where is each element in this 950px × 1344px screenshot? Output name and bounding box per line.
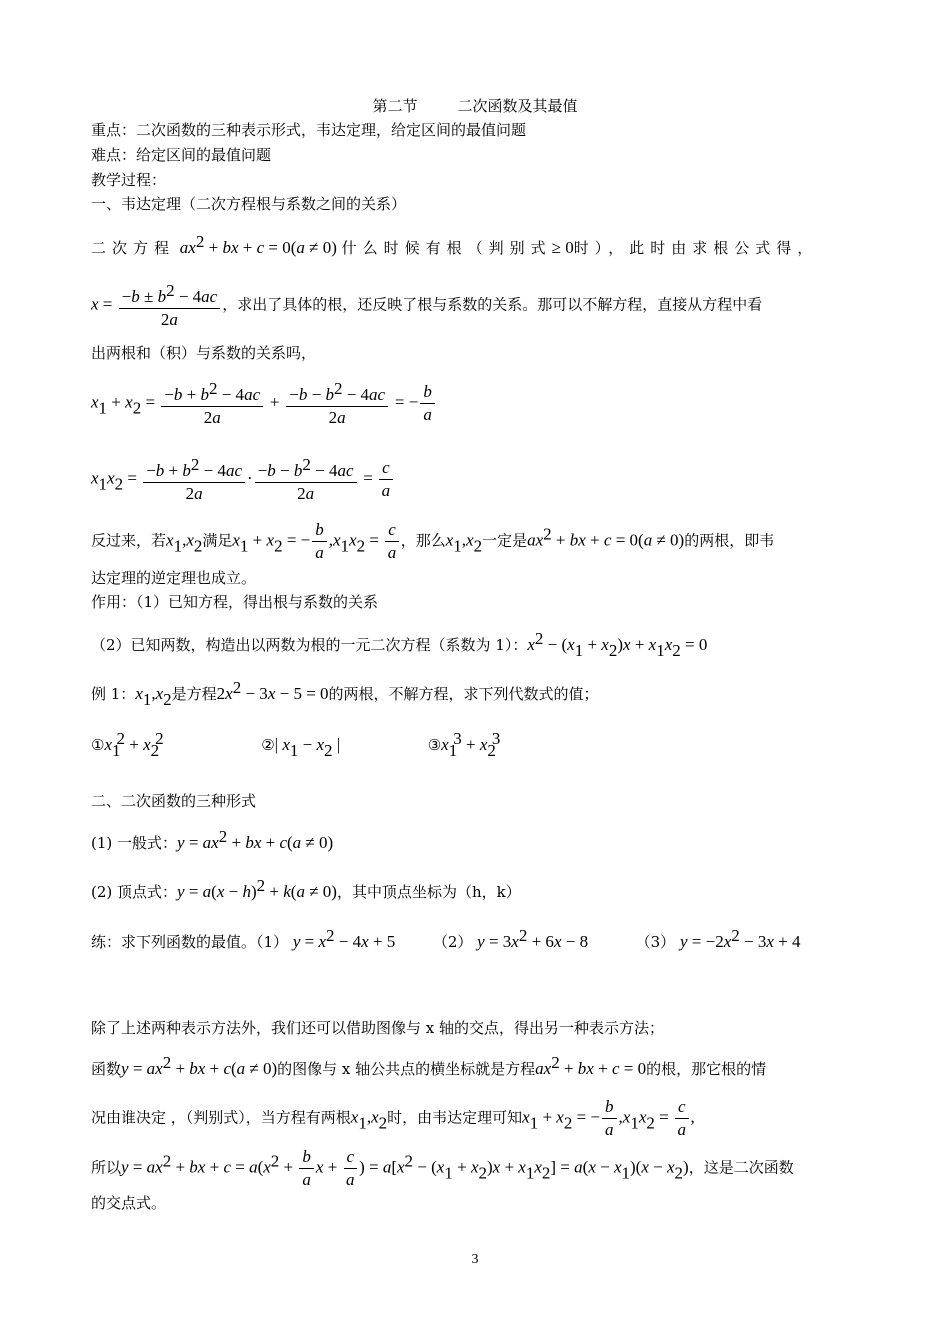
teaching-process: 教学过程： <box>91 171 167 189</box>
page-number: 3 <box>471 1252 479 1267</box>
paragraph-intersection-intro: 除了上述两种表示方法外，我们还可以借助图像与 x 轴的交点，得出另一种表示方法； <box>91 1019 664 1037</box>
form-vertex: (2) 顶点式：$y = a(x - h)^2 + k(a \ne 0)$，其中顶点坐标为（h，k） <box>91 876 521 901</box>
section-heading-2: 二、二次函数的三种形式 <box>91 792 257 810</box>
paragraph-discriminant: 况由谁决定 ，（判别式），当方程有两根$x_1,x_2$时，由韦达定理可知$x_1 + x_2$ = − $\frac{b}{a}$ $,x_1x_2$ = $\frac{c}{a}$ , <box>91 1097 695 1139</box>
example-1: 例 1：$x_1,x_2$是方程$2x^2 - 3x - 5 = 0$的两根，不解方程，求下列代数式的值； <box>91 678 599 709</box>
quadratic-formula: x = $\frac{-b \pm b^2 - 4ac}{2a}$ ，求出了具体的根，还反映了根与系数的关系。那可以不解方程，直接从方程中看 <box>91 281 763 329</box>
paragraph-function-roots: 函数$y = ax^2$ + bx + c(a ≠ 0)的图像与 x 轴公共点的横坐标就是方程$ax^2$ + bx + c = 0的根，那它根的情 <box>91 1053 767 1078</box>
formula-sum-of-roots: $x_1 + x_2$ = $\frac{-b + b^2 - 4ac}{2a}$ + $\frac{-b - b^2 - 4ac}{2a}$ = − $\frac{b}{a}$ <box>91 380 437 427</box>
use-1: 作用：（1）已知方程，得出根与系数的关系 <box>91 593 379 611</box>
formula-product-of-roots: $x_1x_2$ = $\frac{-b + b^2 - 4ac}{2a}$ · $\frac{-b - b^2 - 4ac}{2a}$ = $\frac{c}{a}$ <box>91 456 395 503</box>
practice: 练：求下列函数的最值。（1） $y = x^2 - 4x + 5$ （2） $y = 3x^2 + 6x - 8$ （3） $y = -2x^2 - 3x + 4$ <box>91 926 801 951</box>
section-number: 第二节 <box>372 97 418 115</box>
section-heading: 二次函数及其最值 <box>457 97 578 115</box>
paragraph-converse-end: 达定理的逆定理也成立。 <box>91 569 257 587</box>
paragraph-intersection-form: 所以$y = ax^2$ + bx + $c = a(x^2$ + $\frac{b}{a}$ x + $\frac{c}{a}$ ) = $a[x^2 - (x_1 + x_2)x + x_1x_2] = a(x - x_1)(x - x_2)$，这是二次函数 <box>91 1147 794 1189</box>
use-2: （2）已知两数，构造出以两数为根的一元二次方程（系数为 1）：$x^2 - (x_1 + x_2)x + x_1x_2 = 0$ <box>91 629 708 660</box>
example-items: $①x_1^2 + x_2^2$ ②| $x_1 - x_2$ | $③x_1^3 + x_2^3$ <box>91 729 501 760</box>
paragraph-converse: 反过来，若$x_1,x_2$满足$x_1 + x_2$ = − $\frac{b}{a}$ $,x_1x_2$ = $\frac{c}{a}$ ，那么$x_1,x_2$一定是$ax^2$ + bx + c = 0(a ≠ 0)的两根，即韦 <box>91 520 775 562</box>
difficulty: 难点：给定区间的最值问题 <box>91 146 272 164</box>
section-heading-1: 一、韦达定理（二次方程根与系数之间的关系） <box>91 195 407 213</box>
paragraph-quadratic-roots: 二次方程 $ax^2$ + bx + c = 0(a ≠ 0) 什么时候有根（判别式≥ 0时），此时由求根公式得， <box>91 232 819 257</box>
paragraph-intersection-end: 的交点式。 <box>91 1194 167 1212</box>
key-point: 重点：二次函数的三种表示形式，韦达定理，给定区间的最值问题 <box>91 121 527 139</box>
form-general: (1) 一般式：$y = ax^2$ + bx + c(a ≠ 0) <box>91 827 334 852</box>
paragraph-question: 出两根和（积）与系数的关系吗， <box>91 344 317 362</box>
section-title <box>0 97 950 115</box>
